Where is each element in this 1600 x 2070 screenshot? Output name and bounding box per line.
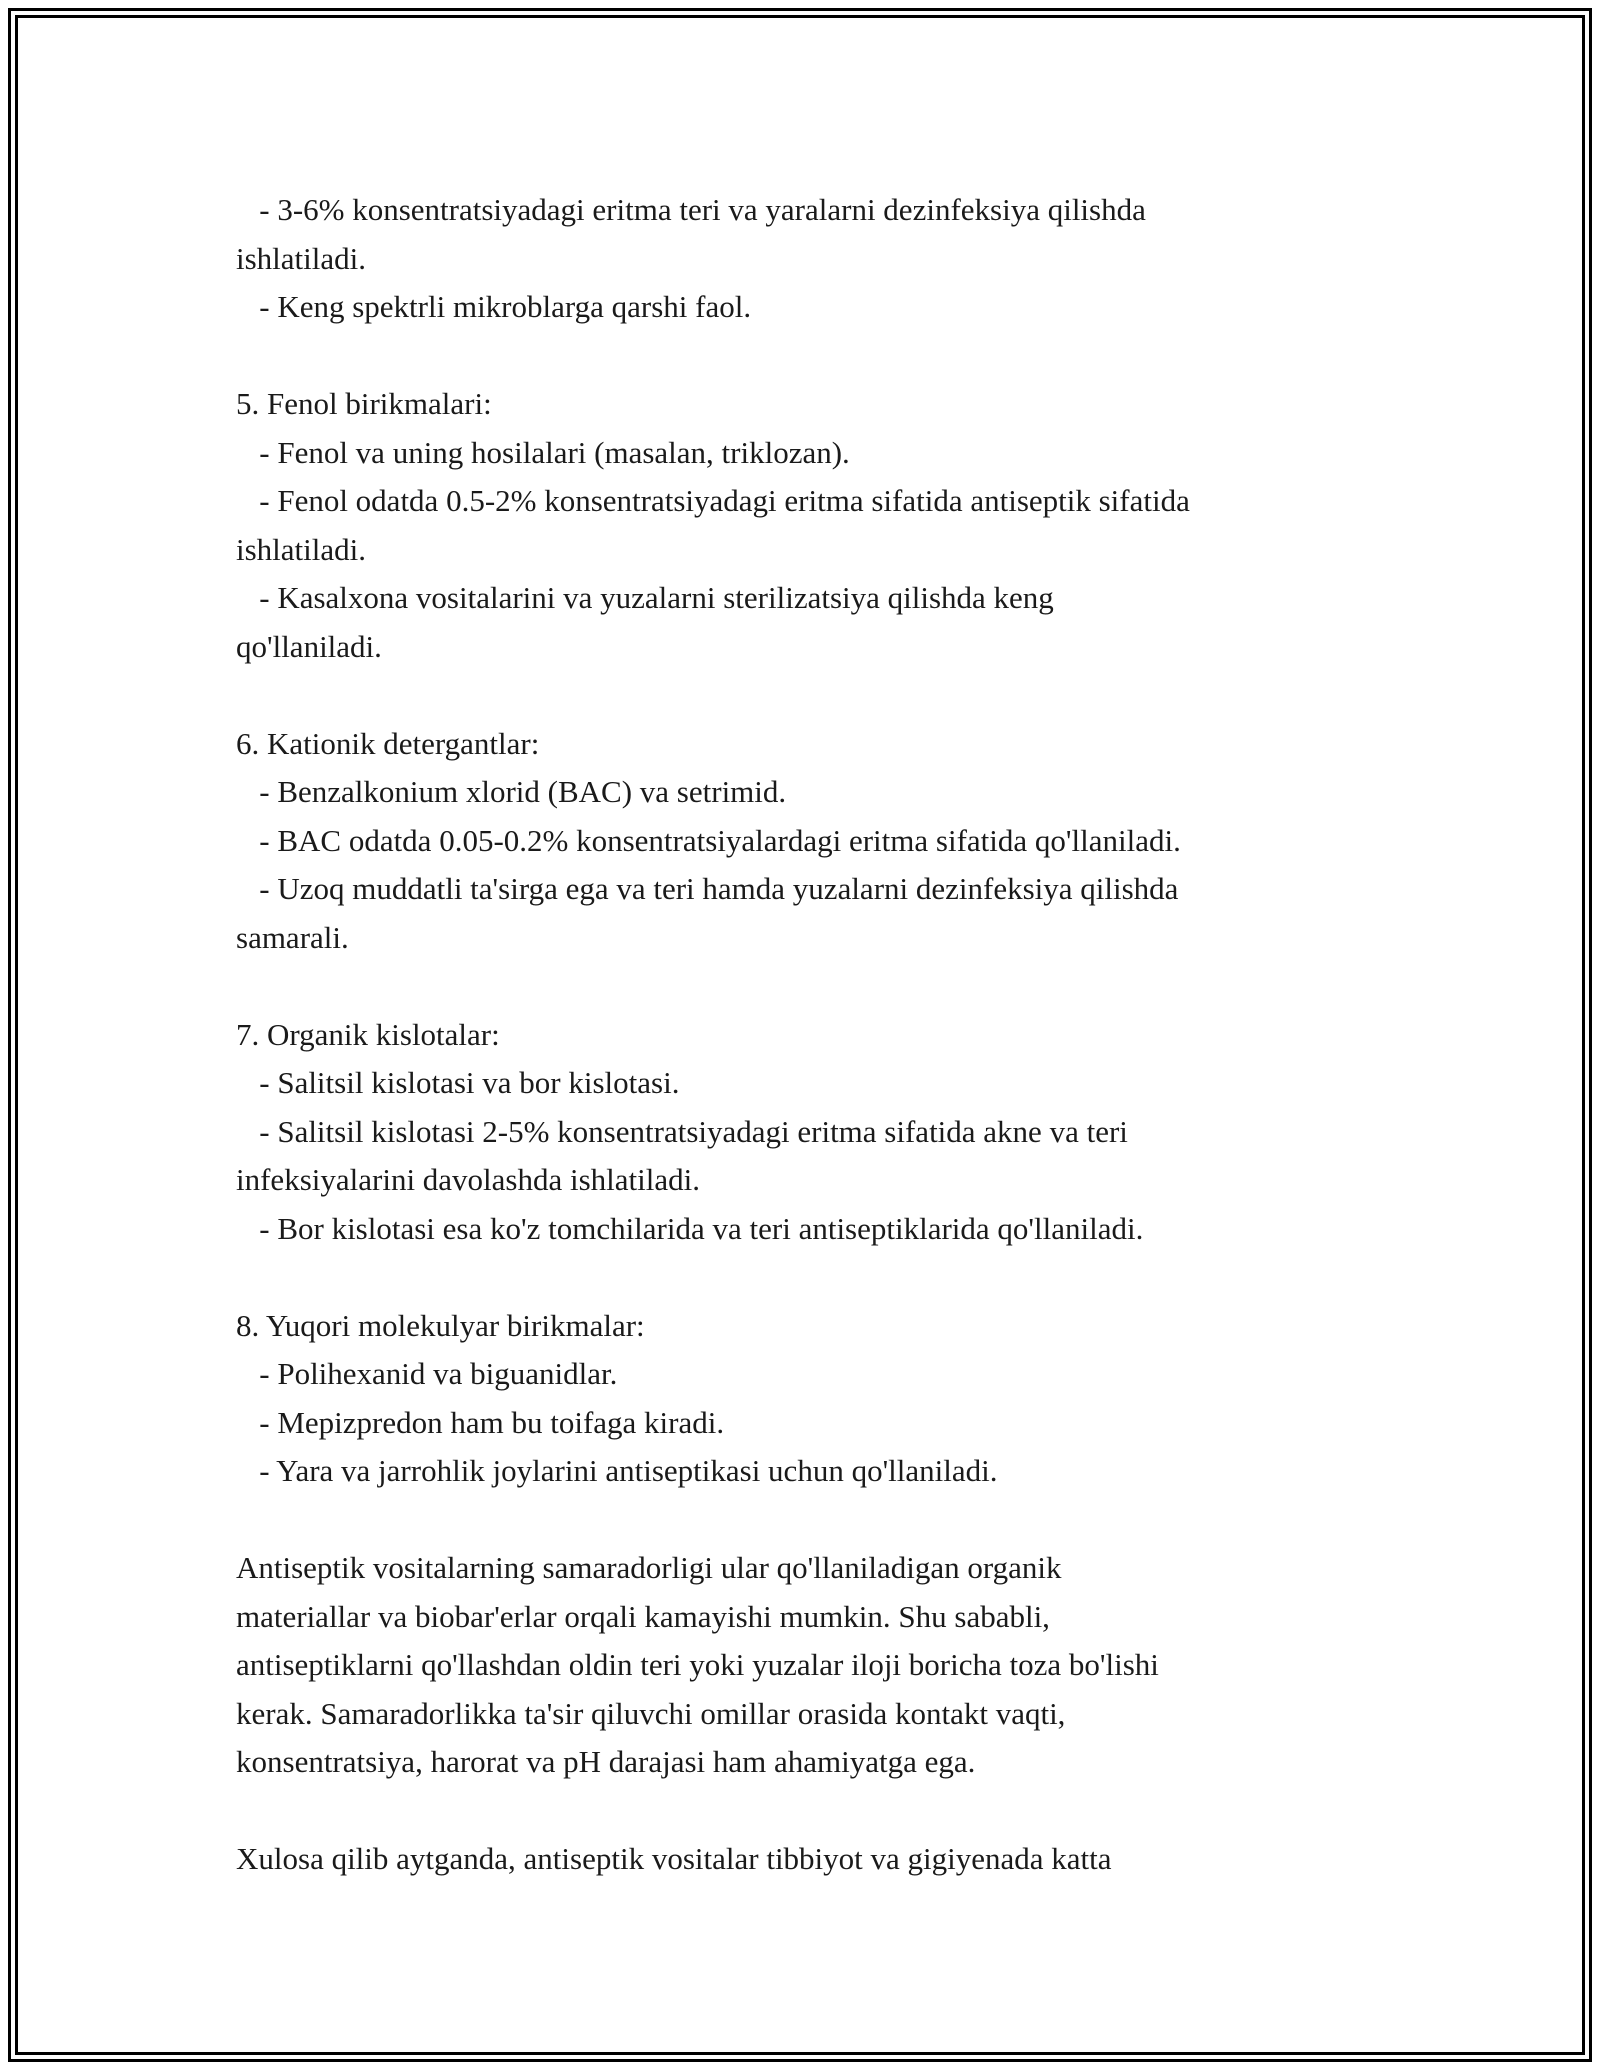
paragraph-gap [236,1496,1416,1545]
text-line: - BAC odatda 0.05-0.2% konsentratsiyalardagi eritma sifatida qo'llaniladi. [236,822,1181,858]
paragraph-efficacy [236,1544,1416,1787]
text-line: ishlatiladi. [236,240,367,276]
text-line: Antiseptik vositalarning samaradorligi ular qo'llaniladigan organik [236,1550,1062,1585]
text-line: - Yara va jarrohlik joylarini antiseptikasi uchun qo'llaniladi. [236,1453,998,1488]
paragraph-gap [236,332,1416,381]
text-line: - Benzalkonium xlorid (BAC) va setrimid. [236,774,787,809]
section-heading: 5. Fenol birikmalari: [236,386,492,421]
document-body [236,186,1416,1884]
text-line: qo'llaniladi. [236,628,382,664]
paragraph-gap [236,1787,1416,1836]
paragraph-gap [236,671,1416,720]
text-line: - Fenol odatda 0.5-2% konsentratsiyadagi eritma sifatida antiseptik sifatida [236,483,1190,518]
paragraph-gap [236,962,1416,1011]
section-yuqori-molekulyar-birikmalar [236,1302,1416,1496]
text-line: samarali. [236,919,349,955]
text-line: konsentratsiya, harorat va pH darajasi ham ahamiyatga ega. [236,1744,976,1779]
text-line: - Salitsil kislotasi va bor kislotasi. [236,1065,680,1100]
section-organik-kislotalar [236,1011,1416,1254]
text-line: - Polihexanid va biguanidlar. [236,1356,618,1391]
text-line: kerak. Samaradorlikka ta'sir qiluvchi omillar orasida kontakt vaqti, [236,1695,1066,1731]
text-line: infeksiyalarini davolashda ishlatiladi. [236,1162,701,1197]
text-line: - Mepizpredon ham bu toifaga kiradi. [236,1404,725,1440]
paragraph-gap [236,1253,1416,1302]
section-kationik-detergantlar [236,720,1416,963]
text-line: ishlatiladi. [236,531,367,567]
paragraph-block-1 [236,186,1416,332]
text-line: materiallar va biobar'erlar orqali kamayishi mumkin. Shu sababli, [236,1598,1050,1634]
text-line: - Uzoq muddatli ta'sirga ega va teri hamda yuzalarni dezinfeksiya qilishda [236,871,1179,906]
paragraph-conclusion [236,1835,1416,1884]
text-line: Xulosa qilib aytganda, antiseptik vositalar tibbiyot va gigiyenada katta [236,1841,1112,1876]
text-line: - Kasalxona vositalarini va yuzalarni sterilizatsiya qilishda keng [236,580,1054,615]
text-line: - 3-6% konsentratsiyadagi eritma teri va yaralarni dezinfeksiya qilishda [236,192,1146,227]
section-heading: 8. Yuqori molekulyar birikmalar: [236,1307,645,1343]
text-line: antiseptiklarni qo'llashdan oldin teri yoki yuzalar iloji boricha toza bo'lishi [236,1647,1159,1682]
section-heading: 7. Organik kislotalar: [236,1016,500,1052]
text-line: - Keng spektrli mikroblarga qarshi faol. [236,289,752,324]
section-heading: 6. Kationik detergantlar: [236,725,540,761]
section-fenol-birikmalari [236,380,1416,671]
text-line: - Fenol va uning hosilalari (masalan, triklozan). [236,434,850,470]
text-line: - Salitsil kislotasi 2-5% konsentratsiyadagi eritma sifatida akne va teri [236,1113,1128,1149]
text-line: - Bor kislotasi esa ko'z tomchilarida va teri antiseptiklarida qo'llaniladi. [236,1210,1144,1246]
